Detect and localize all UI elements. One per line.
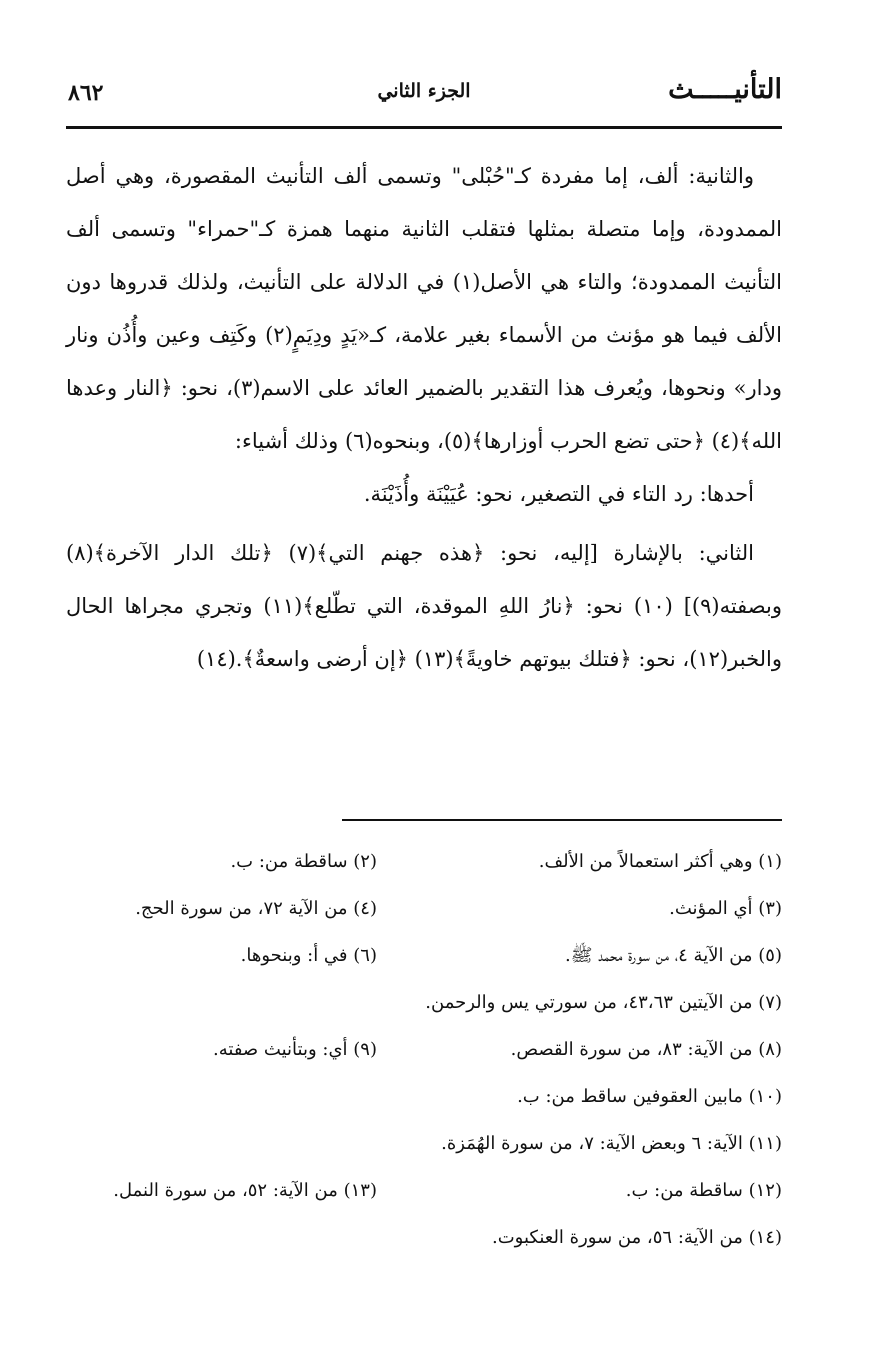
footnote: (٣) أي المؤنث. <box>669 898 782 919</box>
page-number: ٨٦٢ <box>68 80 104 106</box>
footnote-row <box>66 1120 782 1167</box>
running-header <box>66 74 782 118</box>
paragraph-second-sign: الثاني: بالإشارة [إليه، نحو: ﴿هذه جهنم التي﴾(٧) ﴿تلك الدار الآخرة﴾(٨) وبصفته(٩)] (١٠) نحو: ﴿نارُ اللهِ الموقدة، التي تطّلع﴾(١١) وتجري مجراها الحال والخبر(١٢)، نحو: ﴿فتلك بيوتهم خاويةً﴾(١٣) ﴿إن أرضى واسعةٌ﴾.(١٤) <box>66 541 782 671</box>
footnote-row <box>66 932 782 979</box>
footnote-row <box>66 1214 782 1261</box>
footnote: (٦) في أ: وبنحوها. <box>240 945 377 966</box>
main-text <box>66 150 782 686</box>
footnote: (١٢) ساقطة من: ب. <box>625 1180 782 1201</box>
footnote-row <box>66 1167 782 1214</box>
footnote: (٤) من الآية ٧٢، من سورة الحج. <box>135 898 377 919</box>
footnote: (١٤) من الآية: ٥٦، من سورة العنكبوت. <box>491 1227 782 1248</box>
header-rule <box>66 126 782 129</box>
footnote: (٥) من الآية ٤، من سورة محمد ﷺ. <box>565 945 782 966</box>
paragraph-second: والثانية: ألف، إما مفردة كـ"حُبْلى" وتسمى ألف التأنيث المقصورة، وهي أصل الممدودة، وإما متصلة بمثلها فتقلب الثانية منهما همزة كـ"حمراء" وتسمى ألف التأنيث الممدودة؛ والتاء هي الأصل(١) في الدلالة على التأنيث، ولذلك قدروها دون الألف فيما هو مؤنث من الأسماء بغير علامة، كـ«يَدٍ ودِيَمٍ(٢) وكَتِف وعين وأُذُن ونار ودار» ونحوها، ويُعرف هذا التقدير بالضمير العائد على الاسم(٣)، نحو: ﴿النار وعدها الله﴾(٤) ﴿حتى تضع الحرب أوزارها﴾(٥)، وبنحوه(٦) وذلك أشياء: <box>66 164 783 453</box>
footnotes <box>66 838 782 1261</box>
footnote: (٩) أي: وبتأنيث صفته. <box>213 1039 377 1060</box>
footnote-row <box>66 979 782 1026</box>
footnote-row <box>66 1073 782 1120</box>
footnote: (١٣) من الآية: ٥٢، من سورة النمل. <box>113 1180 377 1201</box>
paragraph-first-sign: أحدها: رد التاء في التصغير، نحو: عُيَيْنَة وأُذَيْنَة. <box>363 482 754 506</box>
footnote-row <box>66 838 782 885</box>
footnote-row <box>66 885 782 932</box>
footnote: (٧) من الآيتين ٤٣،٦٣، من سورتي يس والرحمن. <box>425 992 782 1013</box>
footnote-rule <box>342 819 782 821</box>
footnote: (٢) ساقطة من: ب. <box>230 851 377 872</box>
footnote: (١١) الآية: ٦ وبعض الآية: ٧، من سورة الهُمَزة. <box>441 1133 782 1154</box>
footnote-row <box>66 1026 782 1073</box>
footnote: (١٠) مابين العقوفين ساقط من: ب. <box>517 1086 782 1107</box>
part-title: الجزء الثاني <box>377 80 471 102</box>
footnote: (٨) من الآية: ٨٣، من سورة القصص. <box>510 1039 782 1060</box>
footnote: (١) وهي أكثر استعمالاً من الألف. <box>538 851 782 872</box>
chapter-title: التأنيـــــث <box>668 74 782 105</box>
